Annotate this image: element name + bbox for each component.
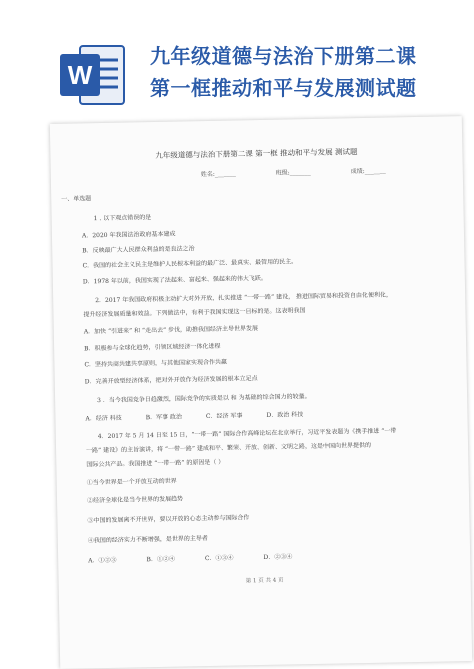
q2-option-d: D．完善开放型经济体系，把对外开放作为经济发展的根本立足点	[84, 375, 258, 386]
q4-statement-3: ③中国的发展离不开世界，要以开放的心态主动参与国际合作	[87, 514, 250, 525]
doc-title: 九年级道德与法治下册第二课 第一框 推动和平与发展 测试题	[155, 147, 358, 160]
q4-options: A．①②③ B．①②④ C．①③④ D．②③④	[88, 553, 293, 565]
question-1: 1 . 以下观点错误的是	[93, 214, 152, 223]
q1-option-b: B．反映最广大人民群众利益的是良法之治	[82, 245, 195, 255]
banner-title-line1: 九年级道德与法治下册第二课	[150, 44, 417, 68]
paper-sheet	[50, 116, 472, 669]
q4-statement-1: ①当今世界是一个开放互动的世界	[86, 477, 177, 487]
class-field: 班级:_______	[275, 169, 311, 177]
q2-option-a: A．加快 “引进来” 和 “走出去” 步伐，助推我国经济主导世界发展	[83, 325, 259, 336]
banner-title	[150, 40, 450, 104]
question-3: 3 ．当今我国竞争日趋激烈，国际竞争的实质是以 和 为基础的综合国力的较量。	[97, 393, 311, 405]
q1-option-c: C．我国的社会主义民主是维护人民根本利益的最广泛、最真实、最管用的民主。	[82, 258, 298, 270]
score-field: 成绩:_______	[350, 167, 386, 176]
question-2-line1: 2．2017 年我国政府积极主动扩大对外开放，扎实推进 “一带一路” 建设， 推进国际贸易和投资自由化便利化，	[95, 291, 393, 305]
q1-option-d: D．1978 年以前，我国实现了法起来、富起来、强起来的伟大飞跃。	[82, 274, 267, 286]
q4-statement-2: ②经济全球化是当今世界的发展趋势	[86, 495, 184, 505]
q2-option-b: B．积极参与全球化趋势，引领区域经济一体化进程	[84, 342, 221, 353]
svg-text:W: W	[67, 60, 93, 90]
question-4-line2: 一路” 建设》的主旨演讲，将 “一带一路” 建成和平、繁荣、开放、创新、文明之路，这是中国向世界提供的	[86, 441, 372, 455]
q2-option-c: C．坚持共商共建共享原则，与其他国家实现合作共赢	[84, 358, 228, 369]
document-preview	[55, 120, 467, 665]
banner	[0, 0, 474, 130]
banner-title-line2: 第一框推动和平与发展测试题	[150, 76, 417, 100]
question-4-line1: 4．2017 年 5 月 14 日至 15 日，“一带一路” 国际合作高峰论坛在北京举行，习近平发表题为《携手推进 “一带	[97, 427, 397, 441]
question-2-line2: 提升经济发展质量和效益。下列做法中，有利于我国实现这一目标的是。这表明我国	[83, 307, 306, 319]
q4-statement-4: ④我国的经济实力不断增强，是世界的主导者	[87, 535, 208, 545]
word-icon	[58, 40, 128, 110]
q3-options: A．经济 科技 B．军事 政治 C．经济 军事 D．政治 科技	[85, 411, 304, 423]
section-heading: 一、单选题	[61, 195, 92, 203]
question-4-line3: 国际公共产品。我国推进 “一带一路” 的原因是（ ）	[86, 458, 225, 469]
name-field: 姓名:_______	[200, 170, 236, 179]
student-fields	[201, 165, 424, 178]
page-footer: 第 1 页 共 4 页	[245, 577, 284, 585]
q1-option-a: A．2020 年我国法治政府基本建成	[81, 230, 176, 240]
